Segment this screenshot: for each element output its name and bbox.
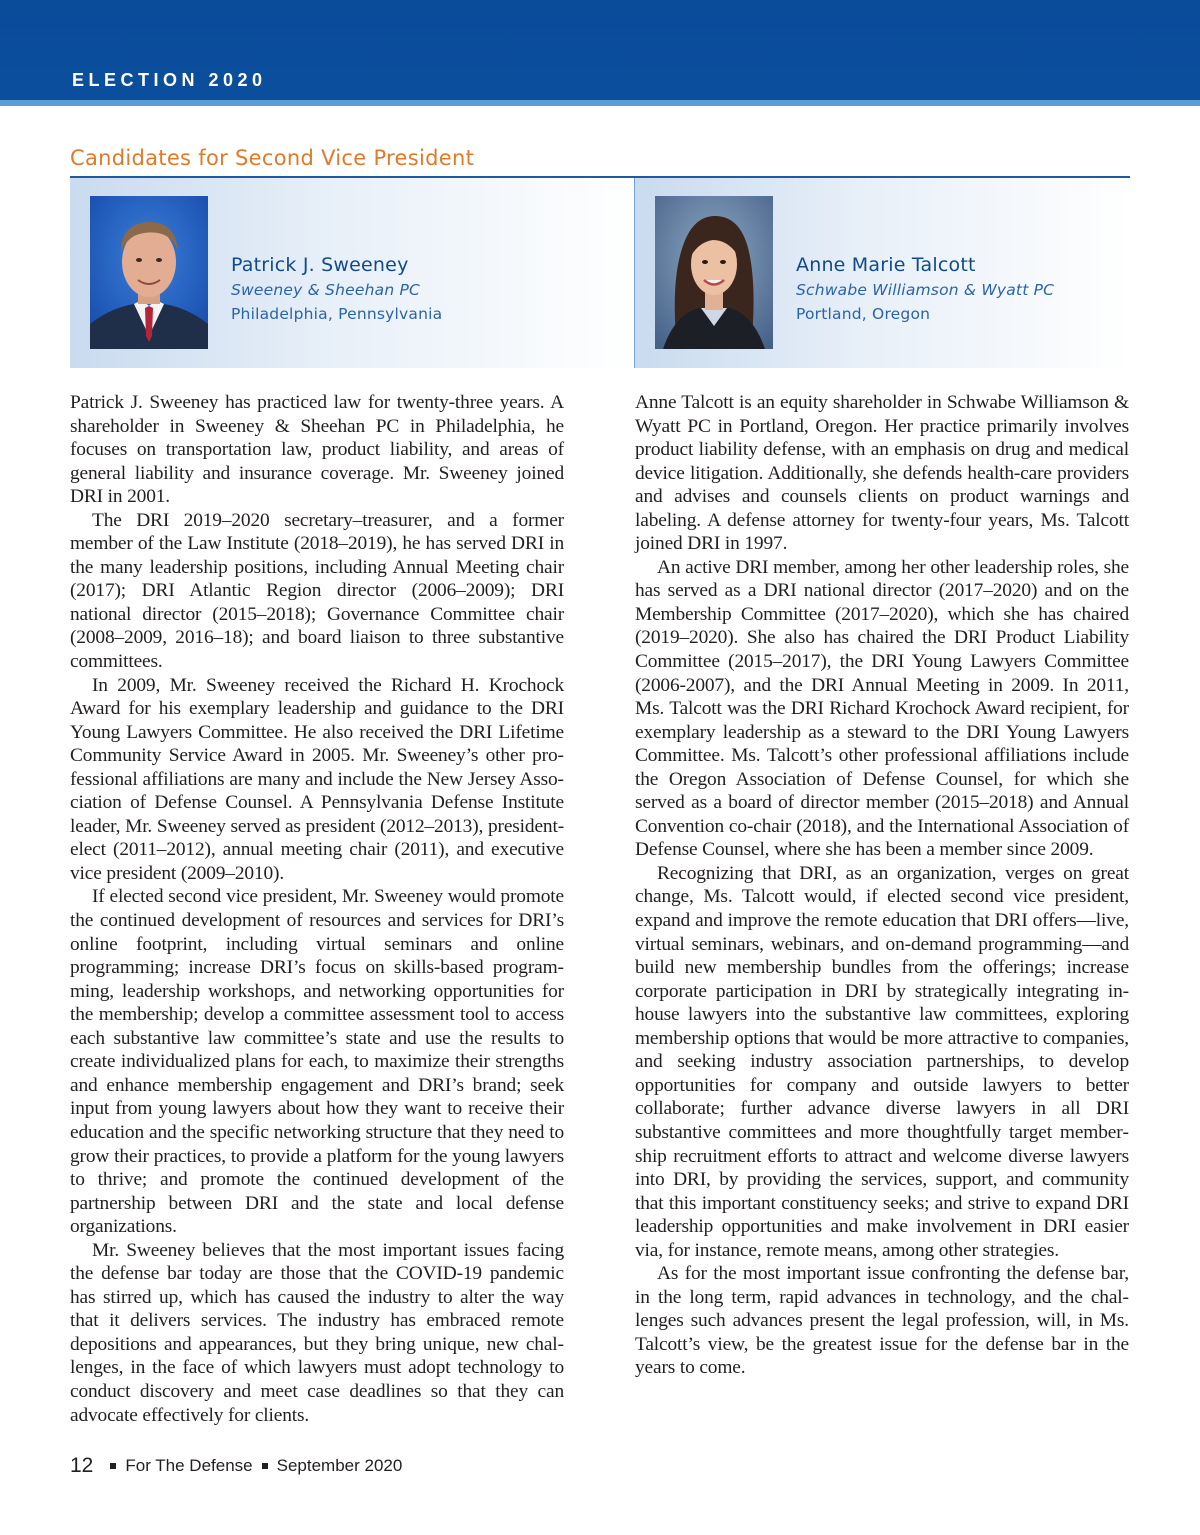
candidate-info-talcott <box>796 252 1054 326</box>
paragraph: Mr. Sweeney believes that the most important issues facing the defense bar today are those that the COVID-19 pandemic has stirred up, which has caused the industry to alter the way that it delivers services. The industry has embraced remote depositions and appearances, but they bring unique, new challenges, in the face of which lawyers must adopt technology to conduct discovery and meet case deadlines so that they can advocate effectively for clients. <box>70 1239 564 1426</box>
publication-name: For The Defense <box>125 1456 253 1475</box>
bullet-square-icon <box>110 1463 116 1469</box>
paragraph: Anne Talcott is an equity shareholder in Schwabe Williamson & Wyatt PC in Portland, Oregon. Her practice primarily involves product liability defense, with an emphasis on drug and medical device litigation. Additionally, she defends health-care providers and advises and counsels clients on product warnings and labeling. A defense attorney for twenty-four years, Ms. Talcott joined DRI in 1997. <box>635 392 1129 555</box>
candidate-name: Anne Marie Talcott <box>796 254 976 276</box>
paragraph: An active DRI member, among her other leadership roles, she has served as a DRI national director (2017–2020) and on the Membership Committee (2017–2020), which she has chaired (2019–2020). She also has chaired the DRI Product Liability Committee (2015–2017), the DRI Young Lawyers Committee (2006-2007), and the DRI Annual Meeting in 2009. In 2011, Ms. Talcott was the DRI Richard Krochock Award recipient, for exemplary leadership as a steward to the DRI Young Lawyers Committee. Ms. Talcott’s other professional affiliations include the Oregon Association of Defense Counsel, for which she served as a board of director member (2015–2018) and Annual Convention co-chair (2018), and the International Association of Defense Counsel, where she has been a member since 2009. <box>635 556 1129 861</box>
candidate-info-sweeney <box>231 252 442 326</box>
body-column-right <box>635 391 1129 1380</box>
candidate-card-sweeney <box>70 178 634 368</box>
candidate-name: Patrick J. Sweeney <box>231 254 409 276</box>
paragraph: In 2009, Mr. Sweeney received the Richard H. Krochock Award for his exemplary leadership and guidance to the DRI Young Lawyers Committee. He also received the DRI Lifetime Community Service Award in 2005. Mr. Sweeney’s other professional affiliations are many and include the New Jersey Association of Defense Counsel. A Pennsylvania Defense Institute leader, Mr. Sweeney served as president (2012–2013), president-elect (2011–2012), annual meeting chair (2011), and executive vice president (2009–2010). <box>70 674 564 884</box>
page-title: Candidates for Second Vice President <box>70 146 475 170</box>
candidate-card-talcott <box>635 178 1130 368</box>
paragraph: The DRI 2019–2020 secretary–treasurer, and a former member of the Law Institute (2018–2019), he has served DRI in the many leadership positions, including Annual Meeting chair (2017); DRI Atlantic Region director (2006–2009); DRI national director (2015–2018); Governance Committee chair (2008–2009, 2016–18); and board liaison to three substantive committees. <box>70 509 564 673</box>
candidate-firm: Schwabe Williamson & Wyatt PC <box>796 281 1055 299</box>
section-header-title: ELECTION 2020 <box>72 70 267 90</box>
candidate-photo-talcott <box>655 196 773 349</box>
page-footer <box>70 1454 402 1478</box>
paragraph: Recognizing that DRI, as an organization, verges on great change, Ms. Talcott would, if elected second vice president, expand and improve the remote education that DRI offers—live, virtual seminars, webinars, and on-demand programming—and build new membership bundles from the offerings; increase corporate participation in DRI by strategically integrating in-house lawyers into the substantive law committees, exploring membership options that would be more attractive to companies, and seeking industry association partnerships, to develop opportunities for company and outside lawyers to better collaborate; further advance diverse lawyers in all DRI substantive committees and more thoughtfully target membership recruitment efforts to attract and welcome diverse lawyers into DRI, by providing the services, support, and community that this important constituency seeks; and strive to expand DRI leadership opportunities and make involvement in DRI easier via, for instance, remote means, among other strategies. <box>635 862 1129 1261</box>
header-stripe <box>0 100 1200 106</box>
body-column-left <box>70 391 564 1427</box>
candidate-location: Portland, Oregon <box>796 305 931 323</box>
paragraph: If elected second vice president, Mr. Sweeney would promote the continued development of resources and services for DRI’s online footprint, including virtual seminars and online programming; increase DRI’s focus on skills-based programming, leadership workshops, and networking opportunities for the membership; develop a committee assessment tool to access each substantive law committee’s state and use the results to create individualized plans for each, to maximize their strengths and enhance membership engagement and DRI’s brand; seek input from young lawyers about how they want to receive their education and the specific networking structure that they need to grow their practices, to provide a platform for the young lawyers to thrive; and promote the continued development of the partnership between DRI and the state and local defense organizations. <box>70 886 564 1238</box>
page-number: 12 <box>70 1454 94 1477</box>
candidate-photo-sweeney <box>90 196 208 349</box>
candidate-firm: Sweeney & Sheehan PC <box>231 281 421 299</box>
bullet-square-icon <box>262 1463 268 1469</box>
paragraph: As for the most important issue confronting the defense bar, in the long term, rapid advances in technology, and the challenges such advances present the legal profession, will, in Ms. Talcott’s view, be the greatest issue for the defense bar in the years to come. <box>635 1263 1129 1379</box>
candidate-location: Philadelphia, Pennsylvania <box>231 305 443 323</box>
paragraph: Patrick J. Sweeney has practiced law for twenty-three years. A shareholder in Sweeney & Sheehan PC in Philadelphia, he focuses on transportation law, product liability, and areas of general liability and insurance coverage. Mr. Sweeney joined DRI in 2001. <box>70 392 564 508</box>
issue-date: September 2020 <box>276 1456 403 1475</box>
